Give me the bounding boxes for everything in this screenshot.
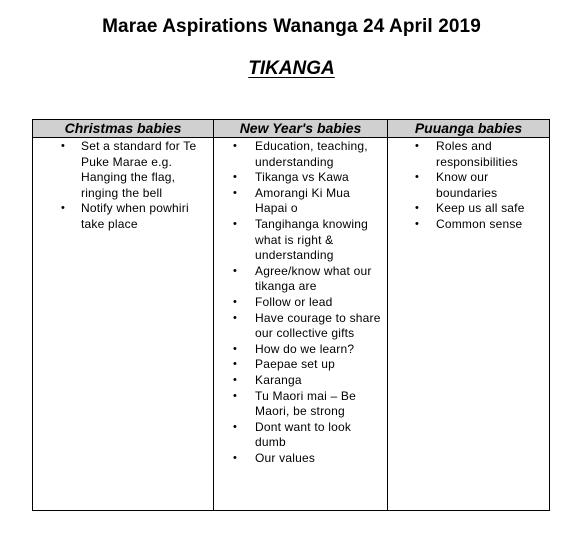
list-item-text: Dont want to look dumb [255,419,352,450]
column-heading-puuanga-babies: Puuanga babies [388,120,550,138]
christmas-babies-cell [33,138,214,511]
christmas-babies-list [33,139,213,233]
list-item-text: Education, teaching, understanding [255,139,368,169]
bullet-icon: • [233,171,238,184]
bullet-icon: • [233,217,238,230]
list-item-text: Amorangi Ki Mua Hapai o [255,185,351,216]
list-item [214,170,387,186]
bullet-icon: • [233,373,238,386]
list-item-text: Follow or lead [255,294,333,309]
list-item-text: Karanga [255,372,302,387]
list-item-text: Common sense [436,216,523,231]
list-item-text: Roles and responsibilities [436,139,518,169]
list-item [388,217,549,233]
list-item [33,139,213,201]
bullet-icon: • [233,420,238,433]
list-item [214,420,387,451]
list-item-text: Tangihanga knowing what is right & understanding [255,216,369,263]
new-years-babies-cell [214,138,388,511]
document-title: Marae Aspirations Wananga 24 April 2019 [102,16,481,37]
list-item [214,342,387,358]
list-item [388,139,549,170]
section-heading-text: TIKANGA [248,58,335,79]
list-item [214,295,387,311]
puuanga-babies-list [388,139,549,233]
bullet-icon: • [233,295,238,308]
table-body-row [33,138,550,511]
bullet-icon: • [415,217,420,230]
new-years-babies-list [214,139,387,466]
list-item [214,389,387,420]
list-item [214,217,387,264]
list-item-text: Set a standard for Te Puke Marae e.g. Hanging the flag, ringing the bell [81,139,197,200]
list-item [214,357,387,373]
bullet-icon: • [233,311,238,324]
list-item-text: Our values [255,450,316,465]
bullet-icon: • [233,140,238,152]
list-item-text: Know our boundaries [436,170,498,200]
list-item-text: Tikanga vs Kawa [255,170,349,185]
puuanga-babies-cell [388,138,550,511]
bullet-icon: • [233,451,238,464]
list-item [214,311,387,342]
list-item-text: How do we learn? [255,341,355,356]
list-item [388,201,549,217]
list-item [214,264,387,295]
bullet-icon: • [233,389,238,402]
bullet-icon: • [415,171,420,184]
list-item-text: Have courage to share our collective gifts [255,310,381,341]
section-heading [0,58,583,80]
bullet-icon: • [415,202,420,215]
bullet-icon: • [233,358,238,371]
bullet-icon: • [233,186,238,199]
list-item-text: Paepae set up [255,357,335,372]
list-item [214,186,387,217]
bullet-icon: • [233,264,238,277]
list-item-text: Keep us all safe [436,201,525,216]
tikanga-table [32,119,550,511]
list-item-text: Tu Maori mai – Be Maori, be strong [255,388,356,419]
list-item-text: Notify when powhiri take place [81,201,189,231]
list-item [33,201,213,232]
column-heading-christmas-babies: Christmas babies [33,120,214,138]
column-heading-new-years-babies: New Year's babies [214,120,388,138]
bullet-icon: • [415,140,420,152]
table-header-row [33,120,550,138]
list-item [214,451,387,467]
bullet-icon: • [61,202,66,215]
list-item [388,170,549,201]
bullet-icon: • [61,140,66,152]
bullet-icon: • [233,342,238,355]
list-item [214,139,387,170]
list-item-text: Agree/know what our tikanga are [255,263,372,294]
list-item [214,373,387,389]
